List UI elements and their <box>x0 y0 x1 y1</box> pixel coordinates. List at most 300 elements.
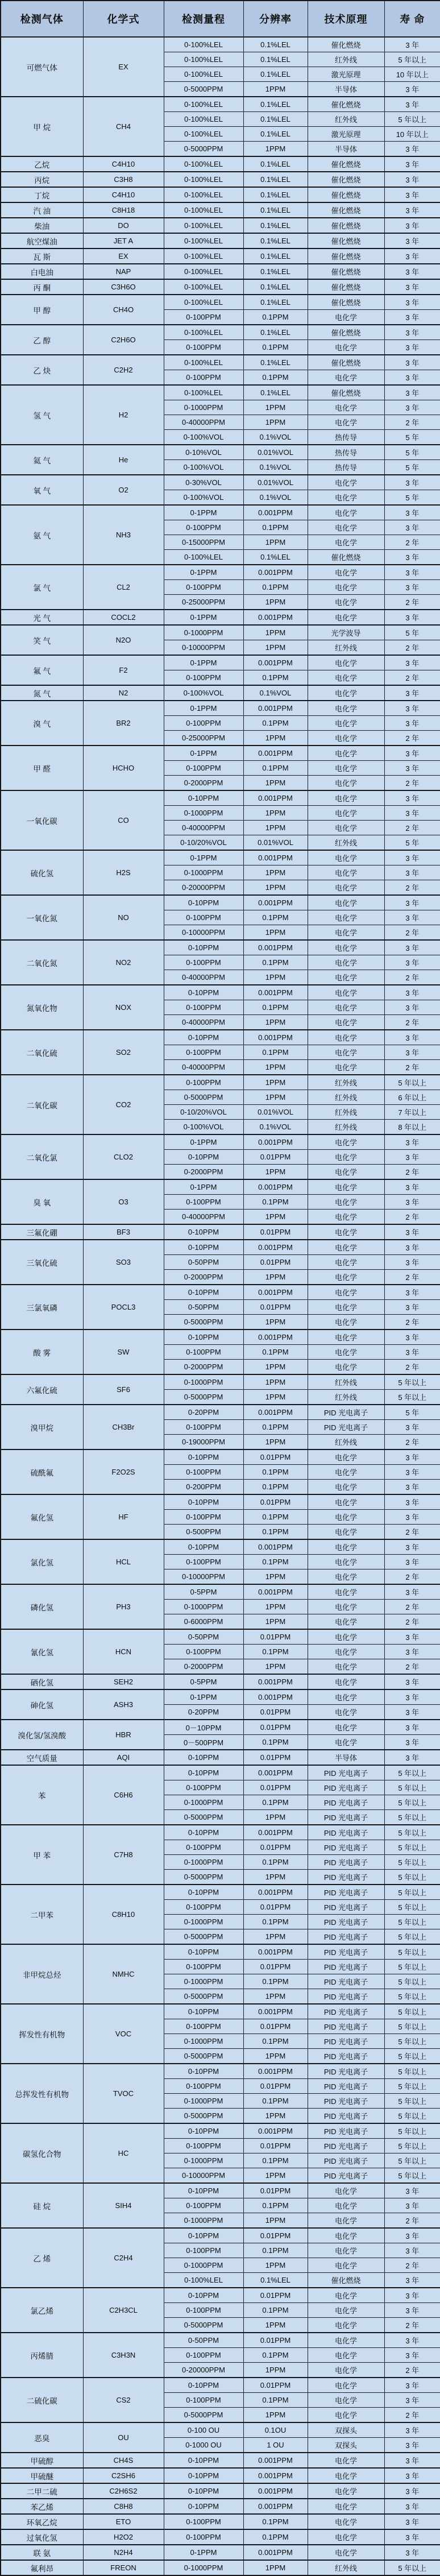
resolution-cell: 1PPM <box>243 640 308 656</box>
formula-cell: C6H6 <box>83 1765 164 1825</box>
table-row <box>1 655 440 670</box>
formula-cell: JET A <box>83 233 164 249</box>
principle-cell: 电化学 <box>308 1510 384 1525</box>
formula-cell: CO <box>83 790 164 850</box>
lifespan-cell: 3 年 <box>384 790 440 806</box>
resolution-cell: 0.1%LEL <box>243 67 308 82</box>
principle-cell: 电化学 <box>308 2318 384 2333</box>
principle-cell: PID 光电离子 <box>308 2123 384 2139</box>
lifespan-cell: 5 年 <box>384 835 440 851</box>
principle-cell: 电化学 <box>308 2303 384 2318</box>
lifespan-cell: 3 年 <box>384 2183 440 2198</box>
lifespan-cell: 3 年 <box>384 2483 440 2499</box>
range-cell: 0-10PPM <box>164 2064 243 2079</box>
principle-cell: 电化学 <box>308 340 384 355</box>
resolution-cell: 0.1%LEL <box>243 97 308 112</box>
resolution-cell: 0.01PPM <box>243 1780 308 1795</box>
lifespan-cell: 3 年 <box>384 850 440 865</box>
lifespan-cell: 3 年 <box>384 82 440 97</box>
range-cell: 0-10PPM <box>164 1765 243 1780</box>
resolution-cell: 0.1%LEL <box>243 355 308 370</box>
principle-cell: 催化燃烧 <box>308 218 384 233</box>
lifespan-cell: 3 年 <box>384 295 440 310</box>
formula-cell: N2H4 <box>83 2545 164 2560</box>
gas-name-cell: 乙 醇 <box>1 325 83 355</box>
lifespan-cell: 3 年 <box>384 1584 440 1600</box>
lifespan-cell: 3 年 <box>384 475 440 490</box>
table-row <box>1 610 440 625</box>
resolution-cell: 1PPM <box>243 1360 308 1375</box>
resolution-cell: 0.01%VOL <box>243 445 308 460</box>
range-cell: 0-100%VOL <box>164 685 243 701</box>
resolution-cell: 1PPM <box>243 925 308 941</box>
principle-cell: 电化学 <box>308 2333 384 2348</box>
lifespan-cell: 2 年 <box>384 640 440 656</box>
formula-cell: ETO <box>83 2514 164 2529</box>
principle-cell: 催化燃烧 <box>308 264 384 279</box>
principle-cell: PID 光电离子 <box>308 2139 384 2153</box>
range-cell: 0-100%LEL <box>164 112 243 127</box>
lifespan-cell: 2 年 <box>384 1659 440 1675</box>
range-cell: 0-100PPM <box>164 670 243 686</box>
principle-cell: 电化学 <box>308 1600 384 1614</box>
range-cell: 0-100PPM <box>164 1045 243 1060</box>
table-row <box>1 172 440 187</box>
range-cell: 0-5000PPM <box>164 2049 243 2064</box>
range-cell: 0-1PPM <box>164 701 243 716</box>
principle-cell: 电化学 <box>308 2348 384 2363</box>
formula-cell: C8H8 <box>83 2499 164 2514</box>
lifespan-cell: 3 年 <box>384 910 440 925</box>
principle-cell: 电化学 <box>308 955 384 970</box>
formula-cell: C2H6O <box>83 325 164 355</box>
table-row <box>1 2499 440 2514</box>
formula-cell: He <box>83 445 164 475</box>
resolution-cell: 1PPM <box>243 535 308 550</box>
principle-cell: 电化学 <box>308 595 384 610</box>
formula-cell: SF6 <box>83 1374 164 1405</box>
resolution-cell: 1PPM <box>243 2168 308 2184</box>
gas-name-cell: 二氧化氯 <box>1 1134 83 1179</box>
lifespan-cell: 3 年 <box>384 1705 440 1720</box>
resolution-cell: 1PPM <box>243 731 308 746</box>
table-row <box>1 1134 440 1150</box>
resolution-cell: 0.01PPM <box>243 2228 308 2243</box>
resolution-cell: 0.001PPM <box>243 2468 308 2483</box>
lifespan-cell: 3 年 <box>384 400 440 415</box>
principle-cell: 电化学 <box>308 1584 384 1600</box>
resolution-cell: 0.001PPM <box>243 850 308 865</box>
lifespan-cell: 3 年 <box>384 1030 440 1045</box>
principle-cell: 电化学 <box>308 475 384 490</box>
lifespan-cell: 3 年 <box>384 1494 440 1510</box>
formula-cell: C2H4 <box>83 2228 164 2288</box>
principle-cell: 激光原理 <box>308 67 384 82</box>
formula-cell: H2 <box>83 385 164 445</box>
formula-cell: VOC <box>83 2004 164 2064</box>
lifespan-cell: 3 年 <box>384 1045 440 1060</box>
table-row <box>1 940 440 955</box>
principle-cell: 电化学 <box>308 2514 384 2529</box>
table-row <box>1 445 440 460</box>
principle-cell: PID 光电离子 <box>308 2049 384 2064</box>
resolution-cell: 0.1PPM <box>243 310 308 325</box>
principle-cell: PID 光电离子 <box>308 2079 384 2094</box>
lifespan-cell: 3 年 <box>384 716 440 731</box>
principle-cell: 电化学 <box>308 1674 384 1689</box>
table-row <box>1 2183 440 2198</box>
range-cell: 0-100PPM <box>164 1840 243 1855</box>
principle-cell: 催化燃烧 <box>308 550 384 565</box>
resolution-cell: 1PPM <box>243 2363 308 2378</box>
range-cell: 0-2000PPM <box>164 1270 243 1285</box>
resolution-cell: 0.001PPM <box>243 790 308 806</box>
table-row <box>1 1885 440 1900</box>
resolution-cell: 0.1PPM <box>243 2034 308 2049</box>
range-cell: 0-10PPM <box>164 1539 243 1555</box>
table-row <box>1 625 440 640</box>
principle-cell: 红外线 <box>308 112 384 127</box>
formula-cell: HCL <box>83 1539 164 1584</box>
range-cell: 0-5000PPM <box>164 1810 243 1825</box>
resolution-cell: 0.01PPM <box>243 1150 308 1165</box>
resolution-cell: 0.1PPM <box>243 1465 308 1480</box>
lifespan-cell: 5 年以上 <box>384 112 440 127</box>
lifespan-cell: 5 年以上 <box>384 1929 440 1945</box>
gas-name-cell: 丙烷 <box>1 172 83 187</box>
formula-cell: HC <box>83 2123 164 2183</box>
range-cell: 0-5PPM <box>164 1584 243 1600</box>
principle-cell: PID 光电离子 <box>308 1989 384 2005</box>
resolution-cell: 0.1PPM <box>243 2094 308 2109</box>
lifespan-cell: 3 年 <box>384 505 440 520</box>
principle-cell: PID 光电离子 <box>308 1780 384 1795</box>
resolution-cell: 0.1%VOL <box>243 490 308 506</box>
gas-name-cell: 二氧化氮 <box>1 940 83 985</box>
range-cell: 0-20000PPM <box>164 880 243 896</box>
resolution-cell: 0.1PPM <box>243 2303 308 2318</box>
lifespan-cell: 2 年 <box>384 535 440 550</box>
lifespan-cell: 3 年 <box>384 2378 440 2393</box>
range-cell: 0-19000PPM <box>164 1435 243 1450</box>
principle-cell: 电化学 <box>308 1525 384 1540</box>
formula-cell: TVOC <box>83 2064 164 2123</box>
resolution-cell: 1PPM <box>243 2213 308 2229</box>
table-row <box>1 2004 440 2019</box>
formula-cell: BF3 <box>83 1224 164 1240</box>
range-cell: 0-100%LEL <box>164 550 243 565</box>
range-cell: 0-10PPM <box>164 1449 243 1465</box>
formula-cell: OU <box>83 2422 164 2453</box>
range-cell: 0-100%LEL <box>164 172 243 187</box>
table-row <box>1 218 440 233</box>
principle-cell: 热传导 <box>308 445 384 460</box>
range-cell: 0-1PPM <box>164 2545 243 2560</box>
principle-cell: 电化学 <box>308 1629 384 1645</box>
principle-cell: PID 光电离子 <box>308 1929 384 1945</box>
range-cell: 0-100PPM <box>164 910 243 925</box>
lifespan-cell: 5 年以上 <box>384 2139 440 2153</box>
table-row <box>1 202 440 218</box>
resolution-cell: 0.1PPM <box>243 1525 308 1540</box>
principle-cell: PID 光电离子 <box>308 1885 384 1900</box>
range-cell: 0-1PPM <box>164 1179 243 1195</box>
resolution-cell: 0.1%LEL <box>243 249 308 264</box>
lifespan-cell: 3 年 <box>384 279 440 295</box>
lifespan-cell: 3 年 <box>384 370 440 386</box>
lifespan-cell: 3 年 <box>384 2545 440 2560</box>
resolution-cell: 0.1PPM <box>243 1510 308 1525</box>
table-row <box>1 746 440 761</box>
principle-cell: 电化学 <box>308 1255 384 1270</box>
formula-cell: NO <box>83 895 164 940</box>
range-cell: 0-1000PPM <box>164 400 243 415</box>
lifespan-cell: 3 年 <box>384 1555 440 1569</box>
range-cell: 0-15000PPM <box>164 535 243 550</box>
range-cell: 0-100PPM <box>164 2529 243 2545</box>
formula-cell: HCN <box>83 1629 164 1674</box>
range-cell: 0-100 OU <box>164 2422 243 2438</box>
principle-cell: 电化学 <box>308 2453 384 2468</box>
gas-name-cell: 可燃气体 <box>1 37 83 97</box>
principle-cell: 电化学 <box>308 716 384 731</box>
resolution-cell: 0.1%LEL <box>243 264 308 279</box>
lifespan-cell: 2 年 <box>384 1315 440 1330</box>
lifespan-cell: 5 年以上 <box>384 2168 440 2184</box>
resolution-cell: 0.01%VOL <box>243 1105 308 1120</box>
lifespan-cell: 7 年以上 <box>384 1105 440 1120</box>
resolution-cell: 0.1PPM <box>243 2243 308 2258</box>
principle-cell: 电化学 <box>308 2213 384 2229</box>
formula-cell: CH4 <box>83 97 164 156</box>
lifespan-cell: 2 年 <box>384 1360 440 1375</box>
resolution-cell: 0.1PPM <box>243 1974 308 1989</box>
principle-cell: 电化学 <box>308 2408 384 2423</box>
range-cell: 0-100PPM <box>164 955 243 970</box>
resolution-cell: 0.001PPM <box>243 2453 308 2468</box>
range-cell: 0-40000PPM <box>164 1015 243 1030</box>
gas-name-cell: 苯 <box>1 1765 83 1825</box>
principle-cell: 电化学 <box>308 2258 384 2273</box>
gas-name-cell: 硫化氢 <box>1 850 83 895</box>
table-row <box>1 1750 440 1765</box>
lifespan-cell: 3 年 <box>384 1000 440 1015</box>
lifespan-cell: 3 年 <box>384 1285 440 1300</box>
resolution-cell: 1PPM <box>243 1929 308 1945</box>
range-cell: 0-500PPM <box>164 1525 243 1540</box>
principle-cell: 电化学 <box>308 2499 384 2514</box>
range-cell: 0-10PPM <box>164 1224 243 1240</box>
resolution-cell: 1PPM <box>243 625 308 640</box>
range-cell: 0-1PPM <box>164 746 243 761</box>
principle-cell: 红外线 <box>308 1374 384 1390</box>
range-cell: 0-100PPM <box>164 310 243 325</box>
gas-name-cell: 氧 气 <box>1 475 83 505</box>
lifespan-cell: 5 年以上 <box>384 2560 440 2575</box>
range-cell: 0-1000PPM <box>164 2094 243 2109</box>
resolution-cell: 0.1%LEL <box>243 550 308 565</box>
resolution-cell: 0.1PPM <box>243 2514 308 2529</box>
gas-name-cell: 砷化氢 <box>1 1689 83 1720</box>
principle-cell: 电化学 <box>308 670 384 686</box>
range-cell: 0-2000PPM <box>164 1360 243 1375</box>
lifespan-cell: 5 年以上 <box>384 1885 440 1900</box>
range-cell: 0-100%LEL <box>164 37 243 52</box>
resolution-cell: 1PPM <box>243 2560 308 2575</box>
principle-cell: 红外线 <box>308 1435 384 1450</box>
principle-cell: 电化学 <box>308 1060 384 1075</box>
range-cell: 0-10PPM <box>164 2468 243 2483</box>
lifespan-cell: 3 年 <box>384 1134 440 1150</box>
lifespan-cell: 3 年 <box>384 2273 440 2288</box>
lifespan-cell: 6 年以上 <box>384 1090 440 1105</box>
range-cell: 0-100%LEL <box>164 325 243 340</box>
principle-cell: PID 光电离子 <box>308 1420 384 1435</box>
principle-cell: 光学波导 <box>308 625 384 640</box>
lifespan-cell: 3 年 <box>384 1750 440 1765</box>
lifespan-cell: 2 年 <box>384 1525 440 1540</box>
range-cell: 0-25000PPM <box>164 731 243 746</box>
principle-cell: PID 光电离子 <box>308 1810 384 1825</box>
principle-cell: 电化学 <box>308 310 384 325</box>
table-row <box>1 2545 440 2560</box>
lifespan-cell: 3 年 <box>384 1420 440 1435</box>
resolution-cell: 0.01PPM <box>243 1960 308 1974</box>
gas-name-cell: 三氧化硫 <box>1 1240 83 1285</box>
table-row <box>1 2422 440 2438</box>
principle-cell: 电化学 <box>308 1000 384 1015</box>
table-row <box>1 1330 440 1345</box>
gas-name-cell: 氟化氢 <box>1 1494 83 1539</box>
resolution-cell: 1PPM <box>243 1614 308 1630</box>
lifespan-cell: 2 年 <box>384 2258 440 2273</box>
principle-cell: 电化学 <box>308 1539 384 1555</box>
resolution-cell: 0.001PPM <box>243 985 308 1000</box>
principle-cell: 激光原理 <box>308 127 384 142</box>
gas-name-cell: 乙 炔 <box>1 355 83 385</box>
formula-cell: C8H10 <box>83 1885 164 1944</box>
principle-cell: 催化燃烧 <box>308 172 384 187</box>
resolution-cell: 0.1PPM <box>243 1000 308 1015</box>
resolution-cell: 1PPM <box>243 2258 308 2273</box>
resolution-cell: 1PPM <box>243 970 308 985</box>
gas-name-cell: 一氧化氮 <box>1 895 83 940</box>
lifespan-cell: 8 年以上 <box>384 1120 440 1135</box>
formula-cell: O3 <box>83 1179 164 1224</box>
resolution-cell: 0.1PPM <box>243 1915 308 1929</box>
lifespan-cell: 5 年以上 <box>384 2034 440 2049</box>
resolution-cell: 0.001PPM <box>243 1330 308 1345</box>
formula-cell: C2H6S2 <box>83 2483 164 2499</box>
lifespan-cell: 10 年以上 <box>384 127 440 142</box>
lifespan-cell: 3 年 <box>384 1720 440 1735</box>
resolution-cell: 0.1PPM <box>243 1345 308 1360</box>
range-cell: 0-1000PPM <box>164 625 243 640</box>
lifespan-cell: 3 年 <box>384 1150 440 1165</box>
principle-cell: 电化学 <box>308 580 384 595</box>
table-row <box>1 2468 440 2483</box>
lifespan-cell: 5 年以上 <box>384 2123 440 2139</box>
lifespan-cell: 3 年 <box>384 2303 440 2318</box>
principle-cell: PID 光电离子 <box>308 1840 384 1855</box>
lifespan-cell: 5 年以上 <box>384 1810 440 1825</box>
range-cell: 0-10PPM <box>164 985 243 1000</box>
formula-cell: SO3 <box>83 1240 164 1285</box>
range-cell: 0-100%LEL <box>164 264 243 279</box>
resolution-cell: 0.1%LEL <box>243 172 308 187</box>
lifespan-cell: 2 年 <box>384 1270 440 1285</box>
lifespan-cell: 3 年 <box>384 865 440 880</box>
range-cell: 0-10PPM <box>164 940 243 955</box>
principle-cell: 电化学 <box>308 2288 384 2303</box>
resolution-cell: 0.001PPM <box>243 2004 308 2019</box>
lifespan-cell: 3 年 <box>384 1645 440 1659</box>
principle-cell: 电化学 <box>308 1645 384 1659</box>
table-row <box>1 1449 440 1465</box>
resolution-cell: 0.001PPM <box>243 655 308 670</box>
lifespan-cell: 3 年 <box>384 2422 440 2438</box>
principle-cell: 电化学 <box>308 1270 384 1285</box>
gas-name-cell: 航空煤油 <box>1 233 83 249</box>
gas-name-cell: 挥发性有机物 <box>1 2004 83 2064</box>
resolution-cell: 0.1PPM <box>243 955 308 970</box>
principle-cell: 电化学 <box>308 2363 384 2378</box>
principle-cell: 电化学 <box>308 880 384 896</box>
resolution-cell: 1PPM <box>243 2318 308 2333</box>
principle-cell: 电化学 <box>308 1614 384 1630</box>
principle-cell: 催化燃烧 <box>308 295 384 310</box>
gas-name-cell: 甲 苯 <box>1 1825 83 1885</box>
principle-cell: 催化燃烧 <box>308 202 384 218</box>
range-cell: 0-100%VOL <box>164 460 243 475</box>
resolution-cell: 0.1%LEL <box>243 233 308 249</box>
resolution-cell: 0.1%LEL <box>243 202 308 218</box>
lifespan-cell: 3 年 <box>384 520 440 535</box>
resolution-cell: 1PPM <box>243 806 308 821</box>
formula-cell: N2 <box>83 685 164 701</box>
gas-name-cell: 瓦 斯 <box>1 249 83 264</box>
table-row <box>1 1825 440 1840</box>
principle-cell: 电化学 <box>308 2529 384 2545</box>
range-cell: 0-10PPM <box>164 1030 243 1045</box>
resolution-cell: 0.1PPM <box>243 910 308 925</box>
formula-cell: C3H6O <box>83 279 164 295</box>
resolution-cell: 0.1PPM <box>243 1480 308 1495</box>
principle-cell: 电化学 <box>308 2183 384 2198</box>
range-cell: 0-10PPM <box>164 1750 243 1765</box>
lifespan-cell: 3 年 <box>384 249 440 264</box>
gas-name-cell: 光 气 <box>1 610 83 625</box>
principle-cell: 电化学 <box>308 1569 384 1585</box>
lifespan-cell: 3 年 <box>384 2228 440 2243</box>
range-cell: 0-100PPM <box>164 1075 243 1090</box>
formula-cell: C3H8 <box>83 172 164 187</box>
resolution-cell: 1PPM <box>243 1270 308 1285</box>
lifespan-cell: 2 年 <box>384 880 440 896</box>
range-cell: 0-100%LEL <box>164 279 243 295</box>
lifespan-cell: 3 年 <box>384 172 440 187</box>
table-row <box>1 701 440 716</box>
lifespan-cell: 3 年 <box>384 1224 440 1240</box>
resolution-cell: 1PPM <box>243 1870 308 1885</box>
resolution-cell: 0.001PPM <box>243 1674 308 1689</box>
formula-cell: DO <box>83 218 164 233</box>
resolution-cell: 0.1PPM <box>243 670 308 686</box>
resolution-cell: 0.1%LEL <box>243 187 308 202</box>
resolution-cell: 0.01PPM <box>243 2378 308 2393</box>
principle-cell: 电化学 <box>308 790 384 806</box>
principle-cell: 半导体 <box>308 142 384 157</box>
